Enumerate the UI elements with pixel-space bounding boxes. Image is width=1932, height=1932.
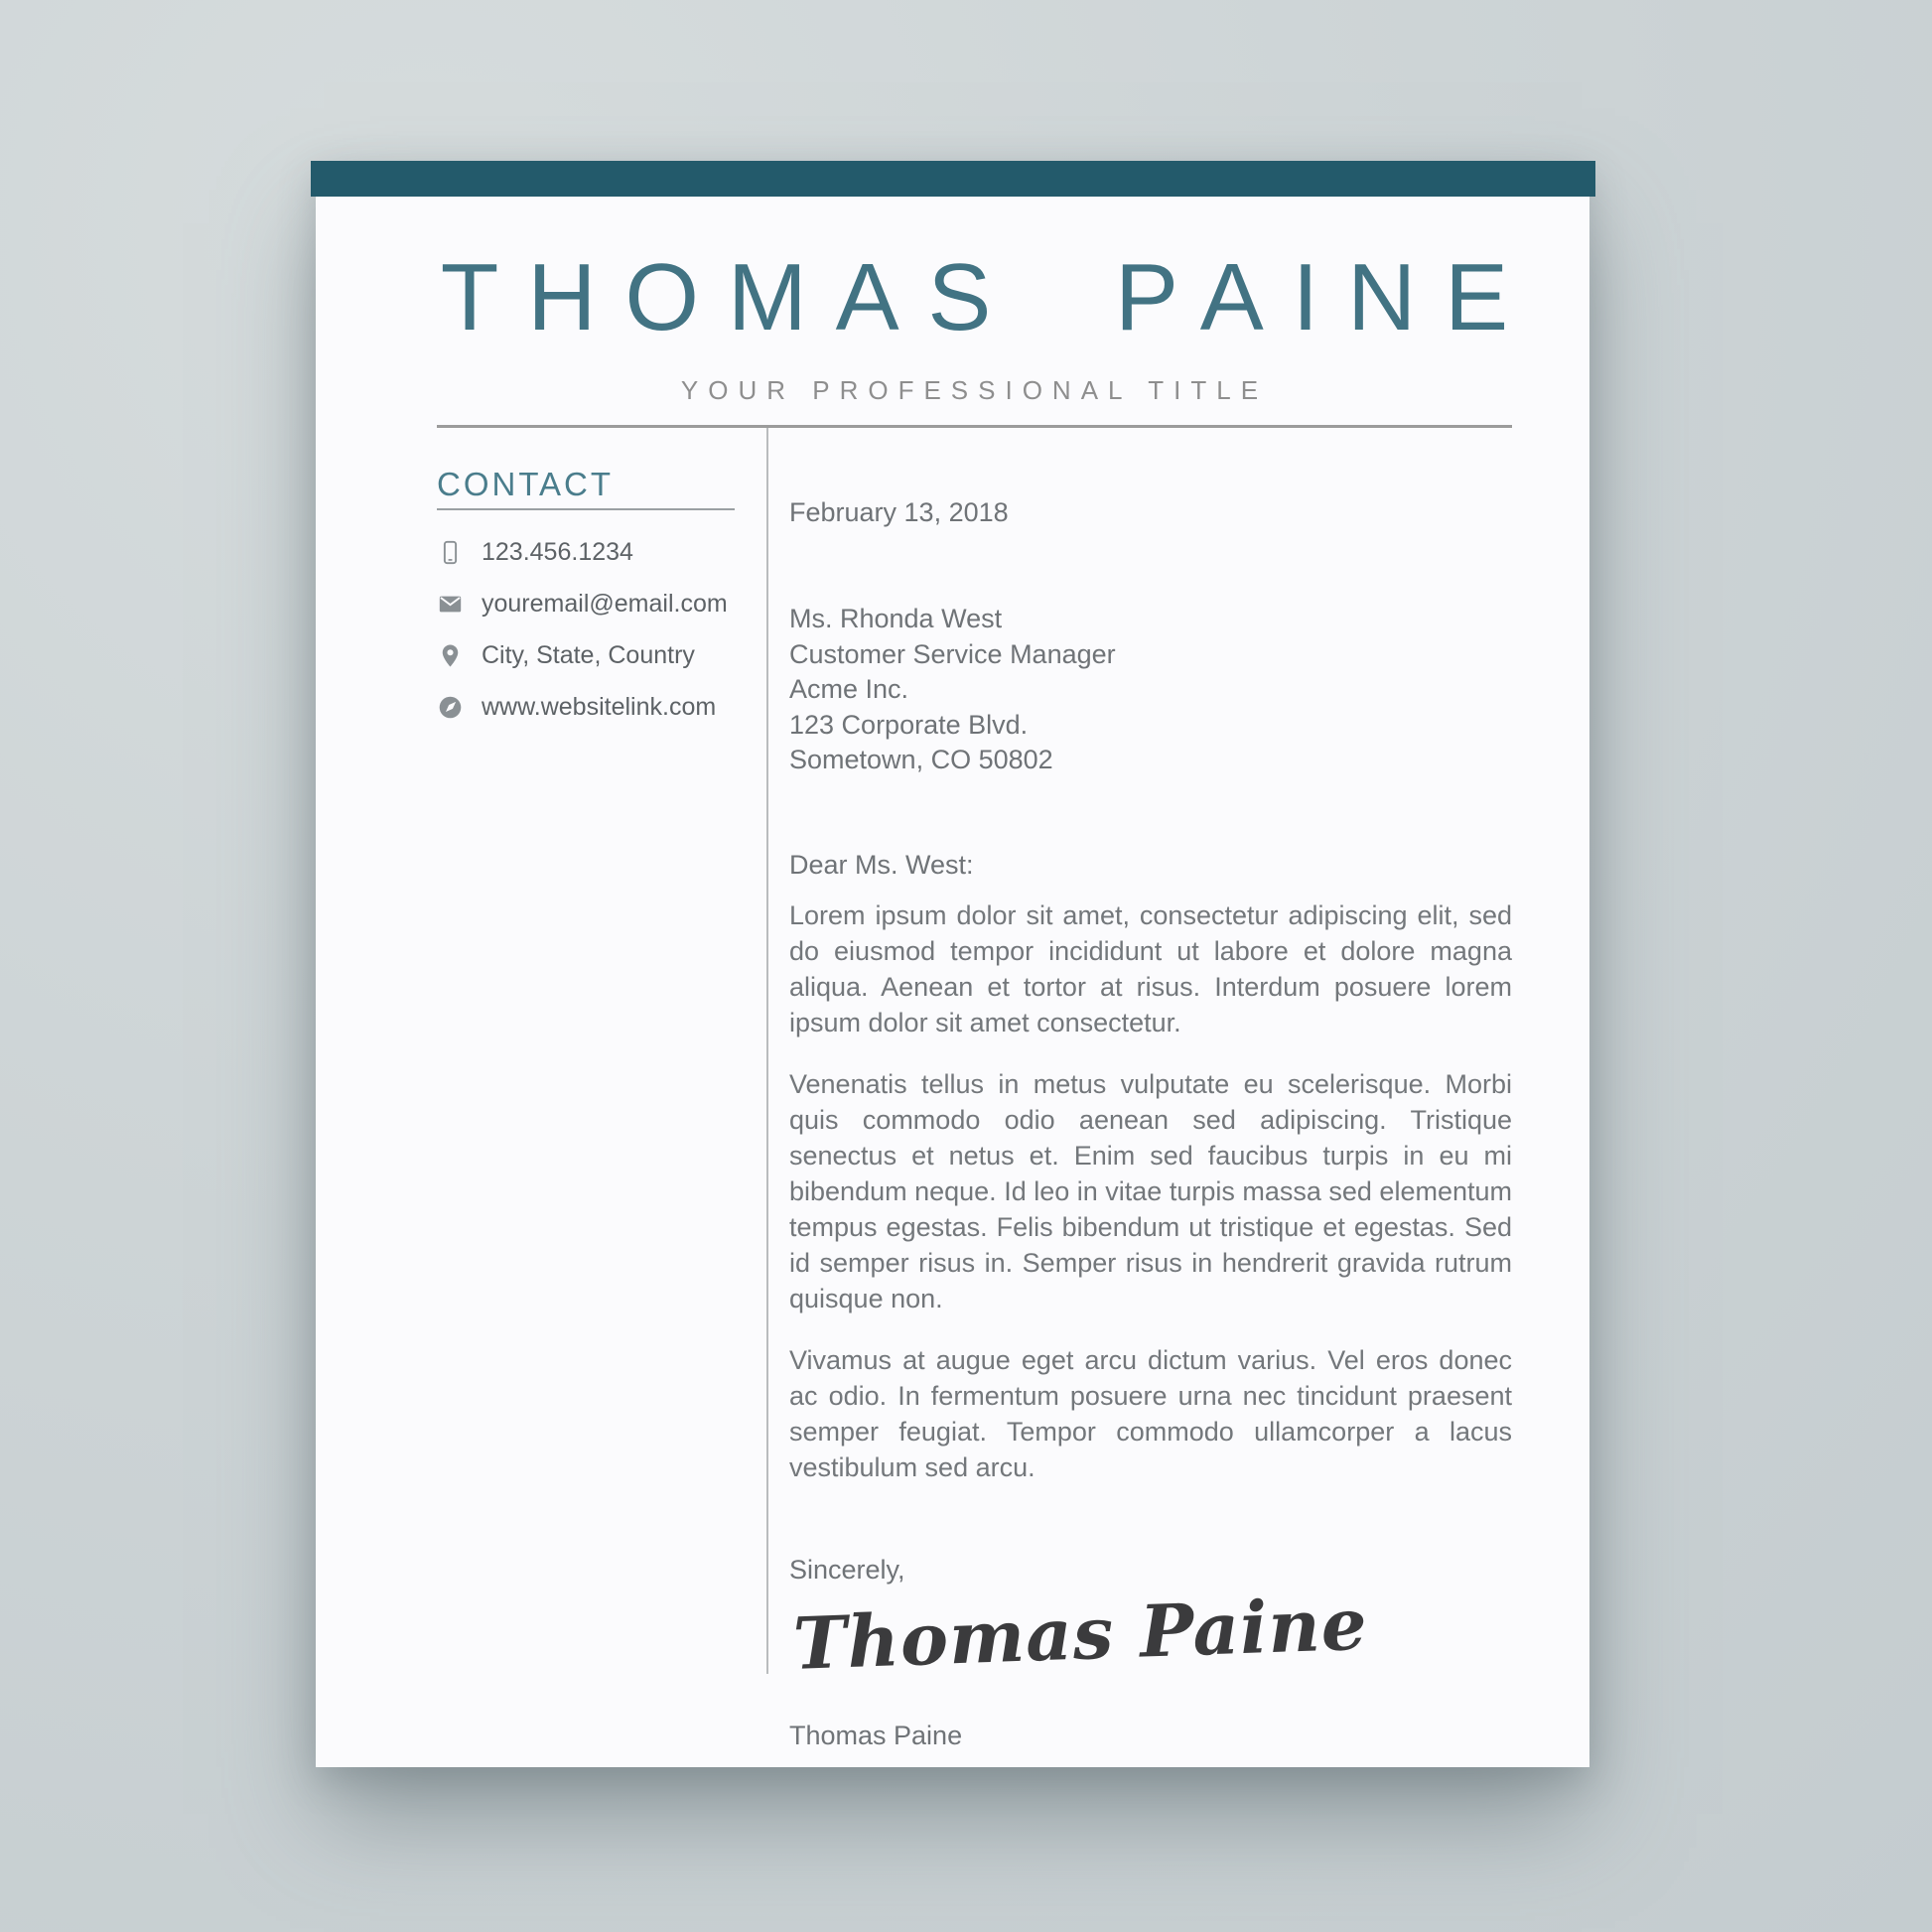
recipient-company: Acme Inc. <box>789 674 909 704</box>
name-heading: THOMAS PAINE <box>440 244 1538 350</box>
list-item <box>437 693 745 722</box>
list-item <box>437 538 745 567</box>
contact-website-value: www.websitelink.com <box>482 693 717 721</box>
letter-date: February 13, 2018 <box>789 497 1009 527</box>
accent-bar <box>311 161 1595 197</box>
recipient-title: Customer Service Manager <box>789 638 1116 669</box>
contact-location-value: City, State, Country <box>482 641 695 669</box>
recipient-street: 123 Corporate Blvd. <box>789 709 1029 740</box>
contact-email-value: youremail@email.com <box>482 590 728 618</box>
closing-phrase: Sincerely, <box>789 1554 905 1585</box>
recipient-city: Sometown, CO 50802 <box>789 745 1053 774</box>
salutation: Dear Ms. West: <box>789 849 974 880</box>
contact-heading: CONTACT <box>437 466 615 502</box>
professional-title: YOUR PROFESSIONAL TITLE <box>680 375 1269 405</box>
body-paragraph: Lorem ipsum dolor sit amet, consectetur adipiscing elit, sed do eiusmod tempor incididunt ut labore et dolore magna aliqua. Aenean et tortor at risus. Interdum posuere lorem ipsum dolor sit amet consectetur. <box>789 899 1512 1037</box>
typed-signature-name: Thomas Paine <box>789 1720 963 1750</box>
contact-phone-value: 123.456.1234 <box>482 538 633 566</box>
letter-body <box>789 428 1512 1751</box>
contact-list <box>437 538 745 722</box>
two-column-layout <box>437 428 1512 1765</box>
website-icon <box>437 694 464 721</box>
list-item <box>437 590 745 619</box>
list-item <box>437 641 745 670</box>
location-icon <box>437 642 464 669</box>
page-content <box>316 197 1589 1767</box>
handwritten-signature: Thomas Paine <box>791 1581 1369 1686</box>
recipient-name: Ms. Rhonda West <box>789 604 1003 633</box>
body-paragraph: Venenatis tellus in metus vulputate eu scelerisque. Morbi quis commodo odio aenean sed adipiscing. Tristique senectus et netus et. Enim sed faucibus turpis in eu mi bibendum neque. Id leo in vitae turpis massa sed elementum tempus egestas. Felis bibendum ut tristique et egestas. Sed id semper risus in. Semper risus in hendrerit gravida rutrum quisque non. <box>789 1068 1512 1313</box>
contact-sidebar <box>437 428 745 745</box>
phone-icon <box>437 539 464 566</box>
contact-heading-underline <box>437 508 735 510</box>
recipient-block <box>789 602 1512 778</box>
document-page <box>316 161 1589 1767</box>
column-divider <box>766 428 768 1674</box>
body-paragraph: Vivamus at augue eget arcu dictum varius. Vel eros donec ac odio. In fermentum posuere urna nec tincidunt praesent semper feugiat. Tempor commodo ullamcorper a lacus vestibulum sed arcu. <box>789 1344 1512 1482</box>
email-icon <box>437 591 464 618</box>
